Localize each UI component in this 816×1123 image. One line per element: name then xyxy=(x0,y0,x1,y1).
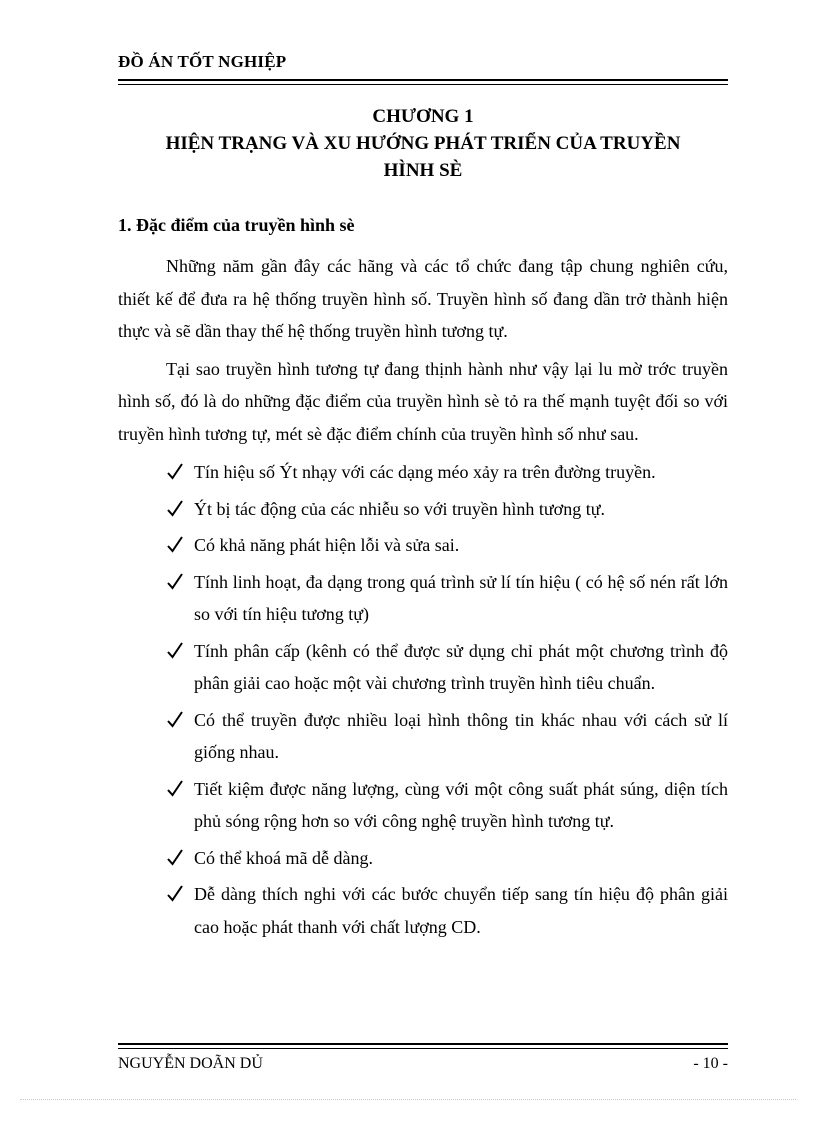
list-item xyxy=(118,566,728,631)
checkmark-icon xyxy=(166,842,186,874)
header-title: ĐỒ ÁN TỐT NGHIỆP xyxy=(118,52,287,71)
header-rule xyxy=(118,79,728,85)
checkmark-icon xyxy=(166,529,186,561)
list-item xyxy=(118,635,728,700)
list-item-text: Có khả năng phát hiện lỗi và sửa sai. xyxy=(194,535,460,555)
checkmark-icon xyxy=(166,878,186,910)
checkmark-icon xyxy=(166,635,186,667)
footer-rule xyxy=(118,1043,728,1049)
list-item xyxy=(118,878,728,943)
list-item-text: Dễ dàng thích nghi với các bước chuyển tiếp sang tín hiệu độ phân giải cao hoặc phát thanh với chất lượng CD. xyxy=(194,884,728,937)
list-item-text: Ýt bị tác động của các nhiễu so với truyền hình tương tự. xyxy=(194,498,605,519)
list-item xyxy=(118,529,728,562)
list-item xyxy=(118,704,728,769)
list-item xyxy=(118,493,728,526)
list-item-text: Tín hiệu số Ýt nhạy với các dạng méo xảy ra trên đường truyền. xyxy=(194,462,656,482)
paragraph: Tại sao truyền hình tương tự đang thịnh hành như vậy lại lu mờ trớc truyền hình số, đó là do những đặc điểm của truyền hình sè tỏ ra thế mạnh tuyệt đối so với truyền hình tương tự, mét sè đặc điểm chính của truyền hình số như sau. xyxy=(118,358,728,444)
list-item-text: Tiết kiệm được năng lượng, cùng với một công suất phát súng, diện tích phủ sóng rộng hơn so với công nghệ truyền hình tương tự. xyxy=(194,778,728,831)
checkmark-icon xyxy=(166,493,186,525)
footer-author: NGUYỄN DOÃN DỦ xyxy=(118,1055,263,1072)
list-item-text: Tính phân cấp (kênh có thể được sử dụng chỉ phát một chương trình độ phân giải cao hoặc một vài chương trình truyền hình tiêu chuẩn. xyxy=(194,640,728,693)
list-item xyxy=(118,842,728,875)
chapter-title-line-2: HÌNH SÈ xyxy=(383,160,463,181)
feature-list xyxy=(118,456,728,943)
chapter-number: CHƯƠNG 1 xyxy=(372,106,474,127)
section-heading: 1. Đặc điểm của truyền hình sè xyxy=(118,215,355,235)
chapter-title-line-1: HIỆN TRẠNG VÀ XU HƯỚNG PHÁT TRIỂN CỦA TRUYỀN xyxy=(165,133,681,154)
list-item xyxy=(118,773,728,838)
checkmark-icon xyxy=(166,773,186,805)
page-break-divider xyxy=(20,1099,796,1100)
paragraph: Những năm gần đây các hãng và các tổ chức đang tập chung nghiên cứu, thiết kế để đưa ra hệ thống truyền hình số. Truyền hình số đang dần trở thành hiện thực và sẽ dần thay thế hệ thống truyền hình tương tự. xyxy=(118,256,728,341)
page-number: - 10 - xyxy=(693,1055,728,1072)
checkmark-icon xyxy=(166,456,186,488)
checkmark-icon xyxy=(166,566,186,598)
list-item-text: Tính linh hoạt, đa dạng trong quá trình sử lí tín hiệu ( có hệ số nén rất lớn so với tín hiệu tương tự) xyxy=(194,571,728,624)
body-text xyxy=(118,250,728,947)
list-item-text: Có thể truyền được nhiều loại hình thông tin khác nhau với cách sử lí giống nhau. xyxy=(194,709,728,762)
chapter-heading xyxy=(118,103,728,184)
list-item xyxy=(118,456,728,489)
list-item-text: Có thể khoá mã dễ dàng. xyxy=(194,847,373,868)
checkmark-icon xyxy=(166,704,186,736)
